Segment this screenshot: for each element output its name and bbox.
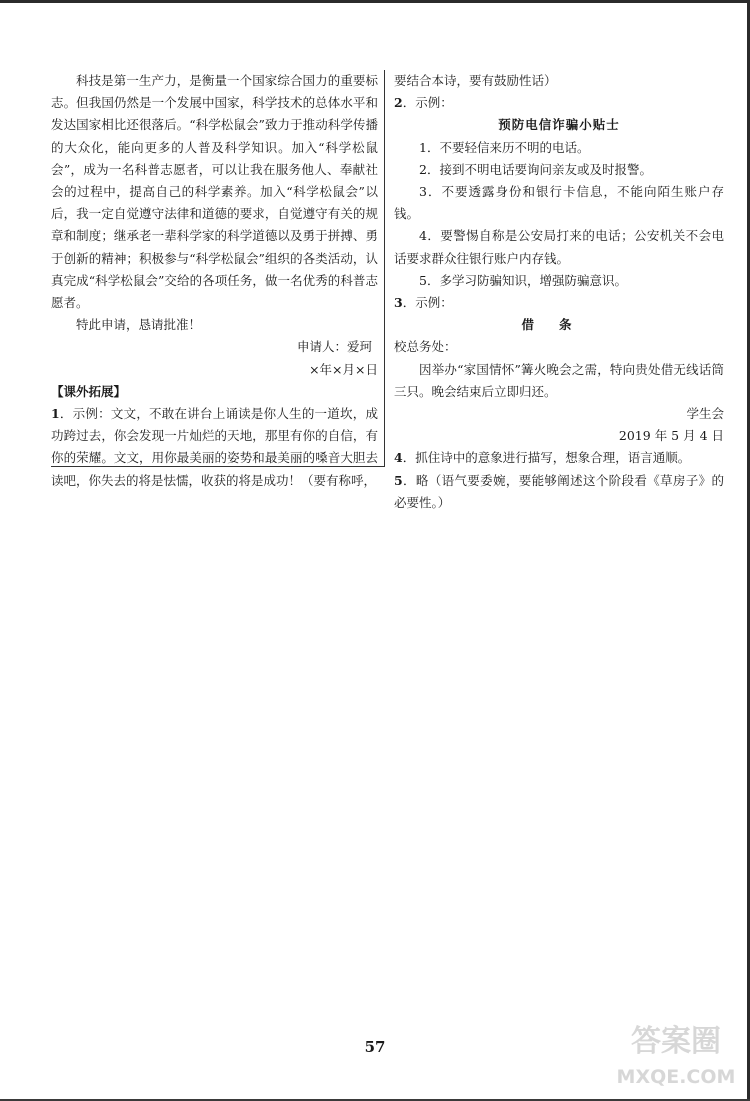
item-text: ．抓住诗中的意象进行描写，想象合理，语言通顺。 — [402, 450, 691, 466]
extension-item-3 — [394, 292, 724, 314]
extension-item-2 — [394, 92, 724, 114]
tip-item: 2．接到不明电话要询问亲友或及时报警。 — [419, 161, 652, 177]
item-number: 3 — [394, 295, 403, 311]
section-heading-extension: 【课外拓展】 — [51, 383, 127, 399]
iou-body: 因举办“家国情怀”篝火晚会之需，特向贵处借无线话筒三只。晚会结束后立即归还。 — [394, 361, 724, 399]
extension-item-1 — [51, 403, 378, 492]
tip-item: 4．要警惕自称是公安局打来的电话；公安机关不会电话要求群众往银行账户内存钱。 — [394, 228, 724, 266]
tip-item: 5．多学习防骗知识，增强防骗意识。 — [419, 272, 627, 288]
page-edge-top — [0, 0, 750, 3]
watermark-bottom-text: MXQE.COM — [616, 1066, 736, 1088]
watermark-top-text: 答案圈 — [631, 1024, 721, 1059]
page-number: 57 — [364, 1038, 386, 1056]
tip-item: 3．不要透露身份和银行卡信息，不能向陌生账户存钱。 — [394, 184, 724, 222]
extension-item-4 — [394, 447, 724, 469]
right-column — [394, 70, 724, 514]
column-divider — [384, 70, 385, 466]
item-label: ．示例： — [402, 295, 453, 311]
tips-title: 预防电信诈骗小贴士 — [498, 117, 620, 133]
item-text: ．略（语气要委婉，要能够阐述这个阶段看《草房子》的必要性。） — [394, 472, 724, 510]
item-number: 4 — [394, 450, 403, 466]
iou-signer: 学生会 — [686, 406, 724, 422]
item-label: ．示例： — [402, 95, 453, 111]
tip-item: 1．不要轻信来历不明的电话。 — [419, 139, 590, 155]
item-number: 5 — [394, 472, 403, 488]
left-column — [51, 70, 378, 492]
extension-item-5 — [394, 470, 724, 514]
item-number: 2 — [394, 95, 403, 111]
iou-date: 2019 年 5 月 4 日 — [618, 428, 724, 444]
iou-salutation: 校总务处： — [394, 339, 457, 355]
item-1-continued: 要结合本诗，要有鼓励性话） — [394, 73, 557, 88]
item-number: 1 — [51, 406, 60, 422]
application-closing: 特此申请，恳请批准！ — [76, 317, 202, 333]
iou-title: 借条 — [521, 317, 597, 333]
watermark-logo — [608, 1009, 744, 1093]
application-date: ×年×月×日 — [309, 361, 378, 377]
item-text: ．示例：文文，不敢在讲台上诵读是你人生的一道坎，成功跨过去，你会发现一片灿烂的天地，那里有你的自信，有你的荣耀。文文，用你最美丽的姿势和最美丽的嗓音大胆去读吧，你失去的将是怯懦，收获的将是成功！（要有称呼， — [51, 406, 378, 488]
applicant-signature: 申请人：爱珂 — [296, 339, 372, 355]
application-body: 科技是第一生产力，是衡量一个国家综合国力的重要标志。但我国仍然是一个发展中国家，科学技术的总体水平和发达国家相比还很落后。“科学松鼠会”致力于推动科学传播的大众化，能向更多的人普及科学知识。加入“科学松鼠会”，成为一名科普志愿者，可以让我在服务他人、奉献社会的过程中，提高自己的科学素养。加入“科学松鼠会”以后，我一定自觉遵守法律和道德的要求，自觉遵守有关的规章和制度；继承老一辈科学家的科学道德以及勇于拼搏、勇于创新的精神；积极参与“科学松鼠会”组织的各类活动，认真完成“科学松鼠会”交给的各项任务，做一名优秀的科普志愿者。 — [51, 73, 378, 311]
